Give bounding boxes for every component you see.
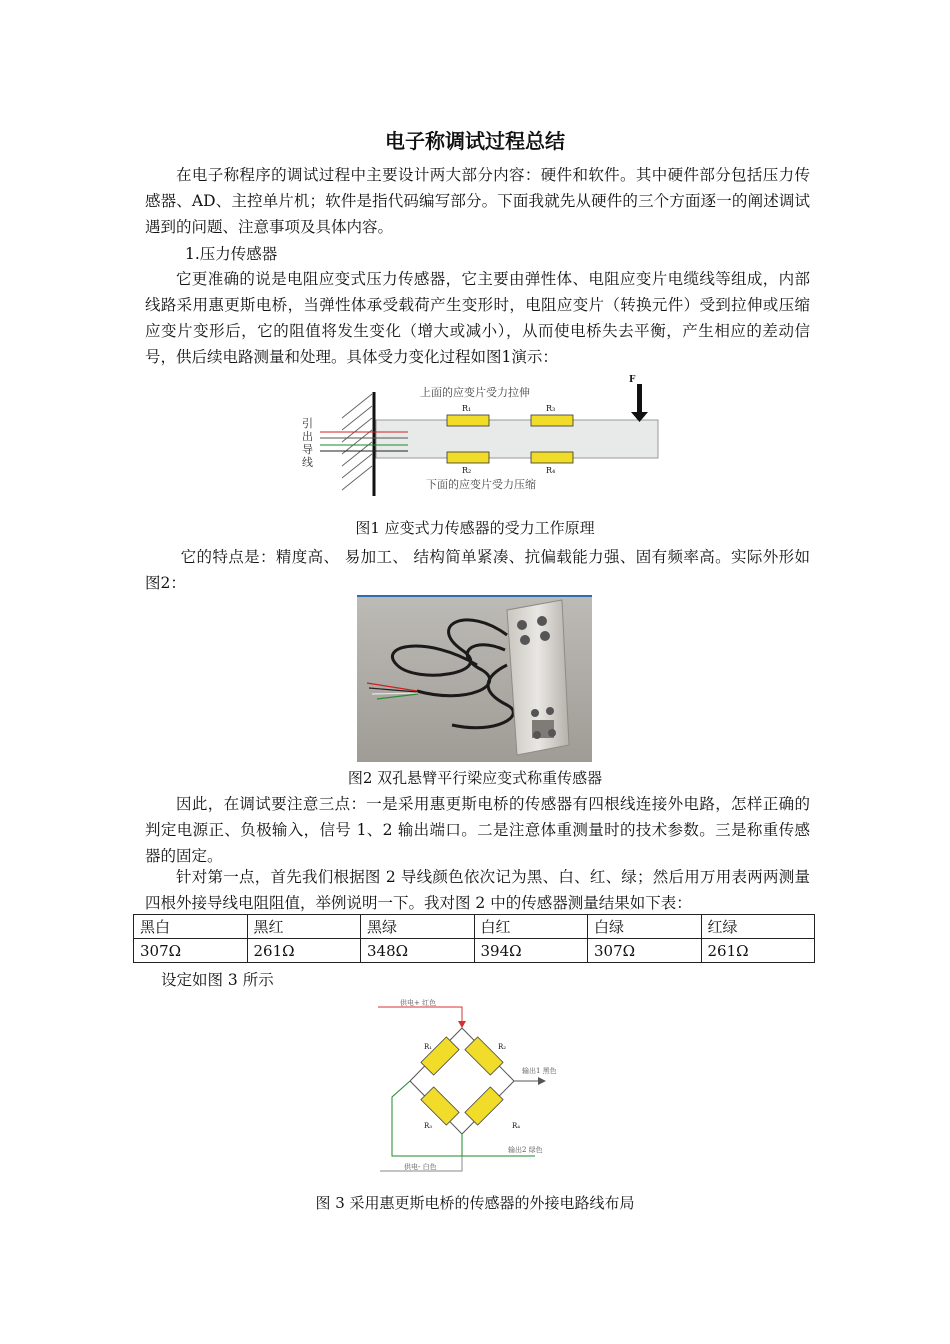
power-negative-label: 供电- 白色 [404,1163,437,1171]
r2-label: R₂ [462,466,472,475]
load-cell-photo [357,595,592,762]
table-header-cell: 黑绿 [361,915,475,939]
table-row [134,915,815,939]
r4-label: R₄ [546,466,556,475]
figure-3-bridge-diagram [370,993,600,1185]
page-title: 电子称调试过程总结 [385,129,565,153]
figure-3-caption: 图 3 采用惠更斯电桥的传感器的外接电路线布局 [315,1194,635,1212]
table-header-cell: 白红 [474,915,588,939]
table-header-cell: 白绿 [588,915,702,939]
figure-1-diagram [290,372,670,502]
intro-paragraph: 在电子称程序的调试过程中主要设计两大部分内容：硬件和软件。其中硬件部分包括压力传感器、AD、主控单片机；软件是指代码编写部分。下面我就先从硬件的三个方面逐一的阐述调试遇到的问题、注意事项及具体内容。 [145,166,810,236]
resistance-table [133,914,815,963]
table-row [134,939,815,963]
figure-1-caption: 图1 应变式力传感器的受力工作原理 [355,519,595,537]
sensor-description: 它更准确的说是电阻应变式压力传感器，它主要由弹性体、电阻应变片电缆线等组成，内部线路采用惠更斯电桥，当弹性体承受载荷产生变形时，电阻应变片（转换元件）受到拉伸或压缩应变片变形后，它的阻值将发生变化（增大或减小），从而使电桥失去平衡，产生相应的差动信号，供后续电路测量和处理。具体受力变化过程如图1演示： [145,270,810,366]
power-positive-label: 供电+ 红色 [400,999,437,1007]
table-header-cell: 红绿 [701,915,815,939]
force-label: F [629,375,636,385]
fig1-bottom-label: 下面的应变片受力压缩 [426,478,536,491]
features-paragraph: 它的特点是：精度高、 易加工、 结构简单紧凑、抗偏载能力强、固有频率高。实际外形如图2： [145,548,810,592]
section-heading: 1.压力传感器 [185,245,278,263]
table-value-cell: 348Ω [361,939,475,963]
r3-label: R₃ [546,404,556,413]
table-value-cell: 261Ω [247,939,361,963]
lead-char-2: 出 [302,430,313,443]
table-value-cell: 307Ω [588,939,702,963]
table-value-cell: 261Ω [701,939,815,963]
fig1-top-label: 上面的应变片受力拉伸 [420,386,530,399]
table-value-cell: 394Ω [474,939,588,963]
bridge-r3-label: R₃ [424,1122,433,1130]
method-paragraph: 针对第一点，首先我们根据图 2 导线颜色依次记为黑、白、红、绿；然后用万用表两两测量四根外接导线电阻阻值，举例说明一下。我对图 2 中的传感器测量结果如下表： [145,868,810,912]
output-1-label: 输出1 黑色 [522,1067,557,1075]
r1-label: R₁ [462,404,472,413]
lead-char-1: 引 [302,417,313,430]
lead-char-4: 线 [302,456,313,469]
table-header-cell: 黑红 [247,915,361,939]
bridge-r4-label: R₄ [512,1122,521,1130]
table-value-cell: 307Ω [134,939,248,963]
figure-2-caption: 图2 双孔悬臂平行梁应变式称重传感器 [347,769,603,787]
notes-paragraph: 因此，在调试要注意三点：一是采用惠更斯电桥的传感器有四根线连接外电路，怎样正确的判定电源正、负极输入，信号 1、2 输出端口。二是注意体重测量时的技术参数。三是称重传感器的固定。 [145,795,810,865]
bridge-r1-label: R₁ [424,1043,433,1051]
setting-text: 设定如图 3 所示 [161,971,274,989]
output-2-label: 输出2 绿色 [508,1146,543,1154]
bridge-r2-label: R₂ [498,1043,507,1051]
table-header-cell: 黑白 [134,915,248,939]
lead-char-3: 导 [302,443,313,456]
